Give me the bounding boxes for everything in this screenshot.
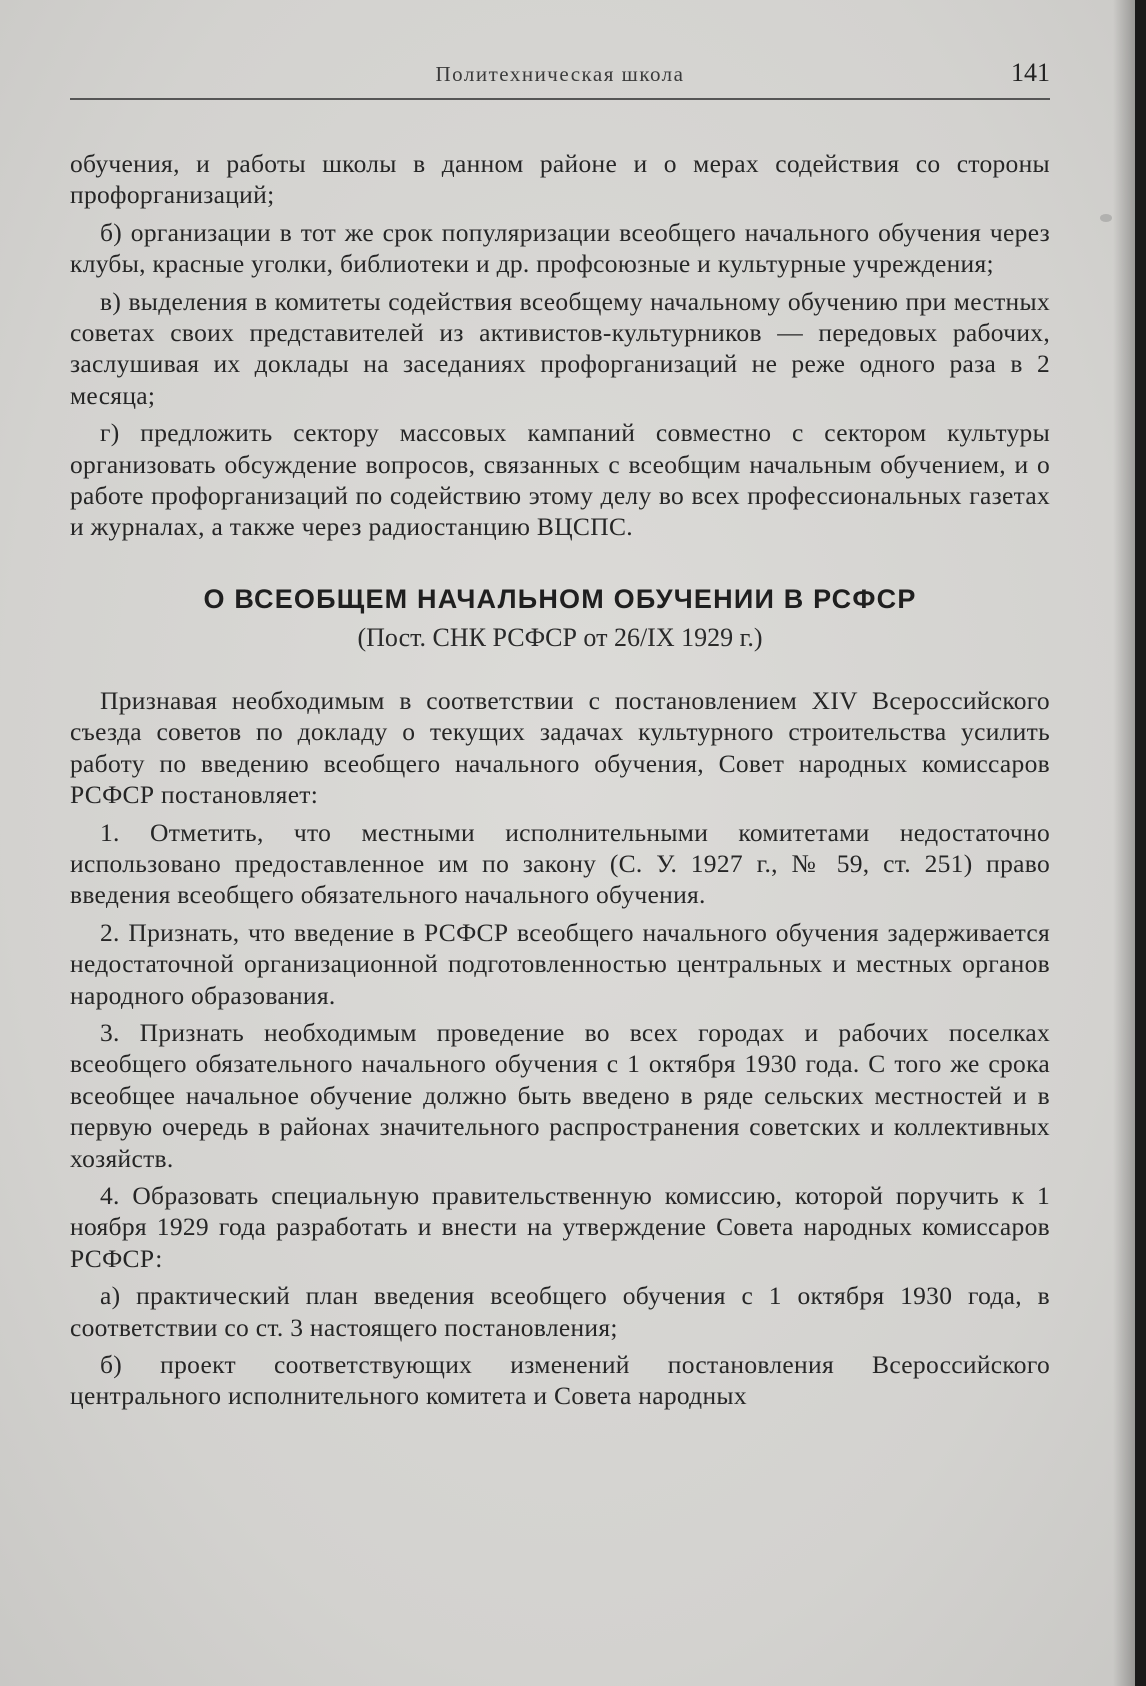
paragraph-point-3: 3. Признать необходимым проведение во всех городах и рабочих поселках всеобщего обязательного начального обучения с 1 октября 1930 года. С того же срока всеобщее начальное обучение должно быть введено в ряде сельских местностей и в первую очередь в районах значительного распространения советских и коллективных хозяйств. <box>70 1017 1050 1173</box>
section-title: О ВСЕОБЩЕМ НАЧАЛЬНОМ ОБУЧЕНИИ В РСФСР <box>203 583 917 614</box>
paragraph-point-1: 1. Отметить, что местными исполнительными комитетами недостаточно использовано предоставленное им по закону (С. У. 1927 г., № 59, ст. 251) право введения всеобщего обязательного начального обучения. <box>70 817 1050 910</box>
header-rule <box>70 98 1050 100</box>
paragraph-point-4: 4. Образовать специальную правительственную комиссию, которой поручить к 1 ноября 1929 года разработать и внести на утверждение Совета народных комиссаров РСФСР: <box>70 1180 1050 1273</box>
paragraph-item-v: в) выделения в комитеты содействия всеобщему начальному обучению при местных советах своих представителей из активистов-культурников — передовых рабочих, заслушивая их доклады на заседаниях профорганизаций не реже одного раза в 2 месяца; <box>70 286 1050 410</box>
paragraph-item-b: б) организации в тот же срок популяризации всеобщего начального обучения через клубы, красные уголки, библиотеки и др. профсоюзные и культурные учреждения; <box>70 217 1050 279</box>
paragraph-point-4a: а) практический план введения всеобщего обучения с 1 октября 1930 года, в соответствии со ст. 3 настоящего постановления; <box>70 1281 1050 1342</box>
paragraph-point-4b: б) проект соответствующих изменений постановления Всероссийского центрального исполнительного комитета и Совета народных <box>70 1350 1050 1411</box>
paragraph-point-2: 2. Признать, что введение в РСФСР всеобщего начального обучения задерживается недостаточной организационной подготовленностью центральных и местных органов народного образования. <box>70 917 1050 1010</box>
page-edge-shadow <box>1113 0 1135 1686</box>
page-content <box>70 148 1050 1418</box>
paragraph-item-g: г) предложить сектору массовых кампаний совместно с сектором культуры организовать обсуждение вопросов, связанных с всеобщим начальным обучением, и о работе профорганизаций по содействию этому делу во всех профессиональных газетах и журналах, а также через радиостанцию ВЦСПС. <box>70 418 1050 542</box>
section-subtitle: (Пост. СНК РСФСР от 26/IX 1929 г.) <box>357 622 763 652</box>
running-title: Политехническая школа <box>435 62 685 86</box>
paper-speck <box>1100 214 1112 222</box>
paragraph-preamble: Признавая необходимым в соответствии с постановлением XIV Всероссийского съезда советов по докладу о текущих задачах культурного строительства усилить работу по введению всеобщего начального обучения, Совет народных комиссаров РСФСР постановляет: <box>70 685 1050 810</box>
running-head <box>70 58 1050 102</box>
paragraph-continued: обучения, и работы школы в данном районе и о мерах содействия со стороны профорганизаций; <box>70 149 1050 210</box>
page-number: 141 <box>1011 58 1050 87</box>
